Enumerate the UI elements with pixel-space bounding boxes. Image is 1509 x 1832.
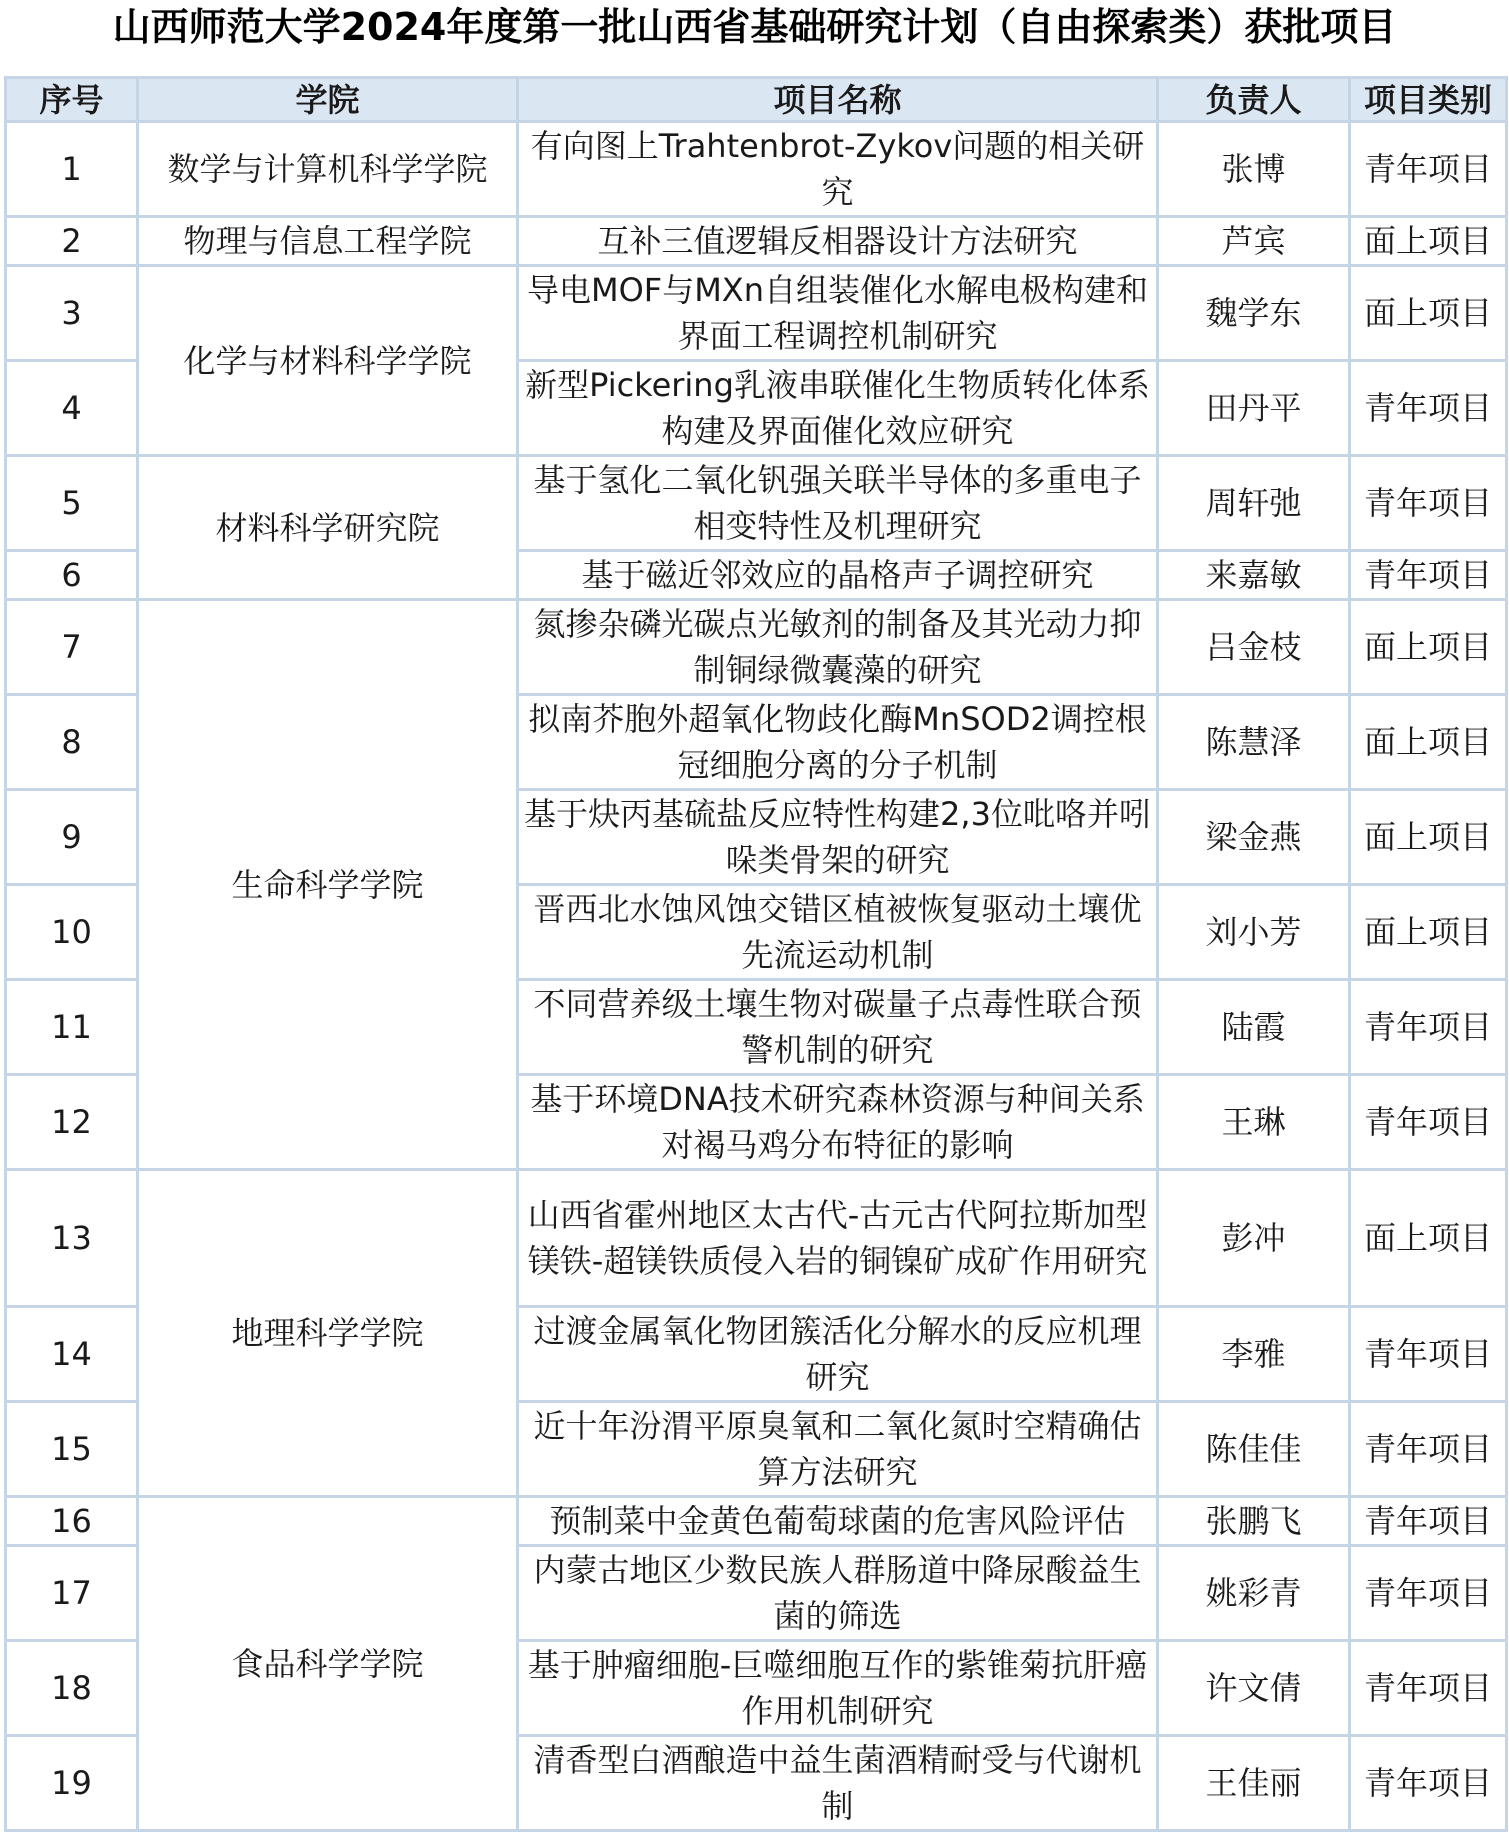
row-no: 4 [7,362,139,457]
project-category: 青年项目 [1351,981,1508,1076]
leader-name: 梁金燕 [1159,791,1351,886]
projects-table [4,76,1508,1832]
project-name: 基于炔丙基硫盐反应特性构建2,3位吡咯并吲哚类骨架的研究 [519,791,1159,886]
project-name: 过渡金属氧化物团簇活化分解水的反应机理研究 [519,1308,1159,1403]
table-row [7,123,1508,218]
project-name: 有向图上Trahtenbrot-Zykov问题的相关研究 [519,123,1159,218]
project-category: 青年项目 [1351,1737,1508,1832]
project-name: 不同营养级土壤生物对碳量子点毒性联合预警机制的研究 [519,981,1159,1076]
project-category: 面上项目 [1351,696,1508,791]
table-row [7,601,1508,696]
project-category: 青年项目 [1351,1076,1508,1171]
row-no: 17 [7,1547,139,1642]
row-no: 8 [7,696,139,791]
project-category: 面上项目 [1351,267,1508,362]
table-row [7,267,1508,362]
row-no: 15 [7,1403,139,1498]
leader-name: 芦宾 [1159,218,1351,267]
college-cell: 化学与材料科学学院 [139,267,519,457]
project-category: 面上项目 [1351,791,1508,886]
header-row [7,79,1508,123]
project-name: 山西省霍州地区太古代-古元古代阿拉斯加型镁铁-超镁铁质侵入岩的铜镍矿成矿作用研究 [519,1171,1159,1308]
project-name: 基于肿瘤细胞-巨噬细胞互作的紫锥菊抗肝癌作用机制研究 [519,1642,1159,1737]
row-no: 9 [7,791,139,886]
row-no: 11 [7,981,139,1076]
leader-name: 陈佳佳 [1159,1403,1351,1498]
row-no: 1 [7,123,139,218]
project-category: 面上项目 [1351,218,1508,267]
project-category: 面上项目 [1351,601,1508,696]
row-no: 12 [7,1076,139,1171]
row-no: 5 [7,457,139,552]
project-category: 青年项目 [1351,1498,1508,1547]
project-name: 基于氢化二氧化钒强关联半导体的多重电子相变特性及机理研究 [519,457,1159,552]
project-name: 基于磁近邻效应的晶格声子调控研究 [519,552,1159,601]
row-no: 6 [7,552,139,601]
project-category: 青年项目 [1351,123,1508,218]
row-no: 16 [7,1498,139,1547]
project-name: 清香型白酒酿造中益生菌酒精耐受与代谢机制 [519,1737,1159,1832]
project-name: 晋西北水蚀风蚀交错区植被恢复驱动土壤优先流运动机制 [519,886,1159,981]
project-category: 面上项目 [1351,1171,1508,1308]
project-category: 青年项目 [1351,552,1508,601]
table-row [7,1498,1508,1547]
college-cell: 生命科学学院 [139,601,519,1171]
leader-name: 吕金枝 [1159,601,1351,696]
college-cell: 物理与信息工程学院 [139,218,519,267]
leader-name: 魏学东 [1159,267,1351,362]
row-no: 13 [7,1171,139,1308]
college-cell: 地理科学学院 [139,1171,519,1498]
leader-name: 彭冲 [1159,1171,1351,1308]
project-name: 基于环境DNA技术研究森林资源与种间关系对褐马鸡分布特征的影响 [519,1076,1159,1171]
header-category: 项目类别 [1351,79,1508,123]
table-row [7,457,1508,552]
project-category: 青年项目 [1351,362,1508,457]
page-title: 山西师范大学2024年度第一批山西省基础研究计划（自由探索类）获批项目 [112,5,1397,49]
table-row [7,218,1508,267]
college-cell: 材料科学研究院 [139,457,519,601]
college-cell: 食品科学学院 [139,1498,519,1832]
project-category: 青年项目 [1351,1547,1508,1642]
table-row [7,1171,1508,1308]
leader-name: 王佳丽 [1159,1737,1351,1832]
project-name: 互补三值逻辑反相器设计方法研究 [519,218,1159,267]
leader-name: 张博 [1159,123,1351,218]
leader-name: 周轩弛 [1159,457,1351,552]
header-project: 项目名称 [519,79,1159,123]
row-no: 7 [7,601,139,696]
leader-name: 许文倩 [1159,1642,1351,1737]
leader-name: 田丹平 [1159,362,1351,457]
leader-name: 姚彩青 [1159,1547,1351,1642]
header-leader: 负责人 [1159,79,1351,123]
leader-name: 刘小芳 [1159,886,1351,981]
project-category: 青年项目 [1351,457,1508,552]
project-name: 导电MOF与MXn自组装催化水解电极构建和界面工程调控机制研究 [519,267,1159,362]
project-name: 预制菜中金黄色葡萄球菌的危害风险评估 [519,1498,1159,1547]
college-cell: 数学与计算机科学学院 [139,123,519,218]
project-name: 氮掺杂磷光碳点光敏剂的制备及其光动力抑制铜绿微囊藻的研究 [519,601,1159,696]
leader-name: 王琳 [1159,1076,1351,1171]
leader-name: 张鹏飞 [1159,1498,1351,1547]
project-name: 内蒙古地区少数民族人群肠道中降尿酸益生菌的筛选 [519,1547,1159,1642]
row-no: 2 [7,218,139,267]
project-name: 新型Pickering乳液串联催化生物质转化体系构建及界面催化效应研究 [519,362,1159,457]
row-no: 3 [7,267,139,362]
row-no: 14 [7,1308,139,1403]
project-category: 青年项目 [1351,1403,1508,1498]
project-category: 青年项目 [1351,1308,1508,1403]
project-category: 青年项目 [1351,1642,1508,1737]
leader-name: 李雅 [1159,1308,1351,1403]
row-no: 19 [7,1737,139,1832]
leader-name: 陆霞 [1159,981,1351,1076]
header-college: 学院 [139,79,519,123]
project-category: 面上项目 [1351,886,1508,981]
project-name: 拟南芥胞外超氧化物歧化酶MnSOD2调控根冠细胞分离的分子机制 [519,696,1159,791]
row-no: 10 [7,886,139,981]
project-name: 近十年汾渭平原臭氧和二氧化氮时空精确估算方法研究 [519,1403,1159,1498]
header-no: 序号 [7,79,139,123]
leader-name: 陈慧泽 [1159,696,1351,791]
row-no: 18 [7,1642,139,1737]
leader-name: 来嘉敏 [1159,552,1351,601]
